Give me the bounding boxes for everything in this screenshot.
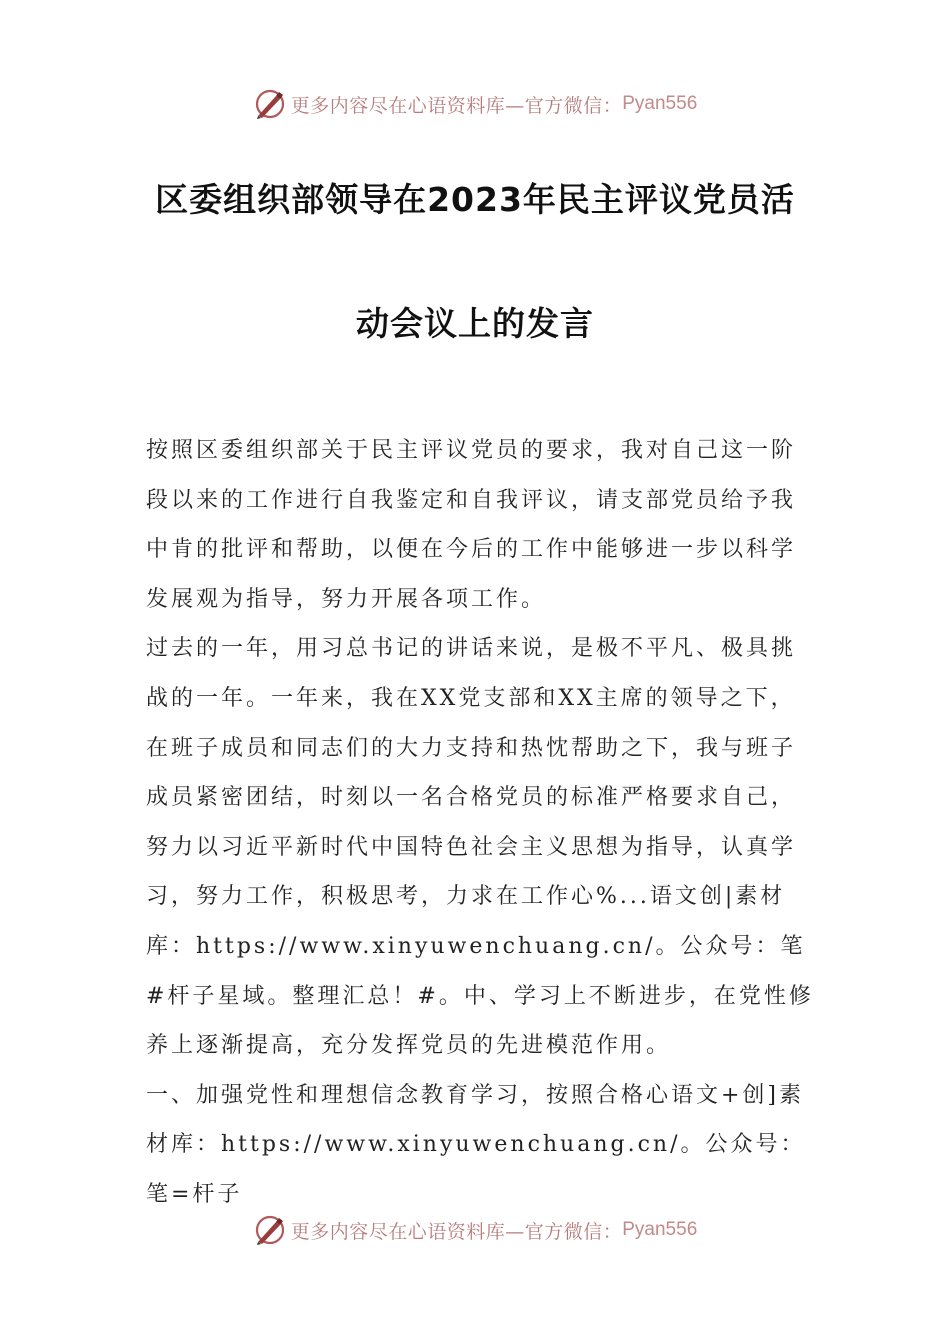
paragraph-1: 按照区委组织部关于民主评议党员的要求，我对自己这一阶段以来的工作进行自我鉴定和自我评议，请支部党员给予我中肯的批评和帮助，以便在今后的工作中能够进一步以科学发展观为指导，努力开展各项工作。 bbox=[146, 438, 797, 612]
pen-circle-logo-icon bbox=[253, 1213, 287, 1247]
paragraph-2: 过去的一年，用习总书记的讲话来说，是极不平凡、极具挑战的一年。一年来，我在XX党支部和XX主席的领导之下，在班子成员和同志们的大力支持和热忱帮助之下，我与班子成员紧密团结，时刻以一名合格党员的标准严格要求自己，努力以习近平新时代中国特色社会主义思想为指导，认真学习，努力工作，积极思考，力求在工作心%...语文创|素材库：https://www.xinyuwenchuang.cn/。公众号：笔#杆子星域。整理汇总！#。中、学习上不断进步，在党性修养上逐渐提高，充分发挥党员的先进模范作用。 bbox=[146, 636, 814, 1059]
banner-wechat-id: Pyan556 bbox=[622, 93, 698, 114]
document-title-line-1: 区委组织部领导在2023年民主评议党员活 bbox=[155, 180, 795, 219]
document-body bbox=[146, 426, 816, 1220]
banner-text: 更多内容尽在心语资料库—官方微信： bbox=[290, 94, 623, 117]
banner-wechat-id: Pyan556 bbox=[622, 1219, 698, 1240]
header-banner bbox=[0, 84, 950, 124]
document-title-line-2: 动会议上的发言 bbox=[356, 304, 594, 343]
banner-text: 更多内容尽在心语资料库—官方微信： bbox=[290, 1220, 623, 1243]
pen-circle-logo-icon bbox=[253, 87, 287, 121]
footer-banner bbox=[0, 1210, 950, 1250]
paragraph-3: 一、加强党性和理想信念教育学习，按照合格心语文+创]素材库：https://www.xinyuwenchuang.cn/。公众号：笔=杆子 bbox=[146, 1082, 806, 1207]
